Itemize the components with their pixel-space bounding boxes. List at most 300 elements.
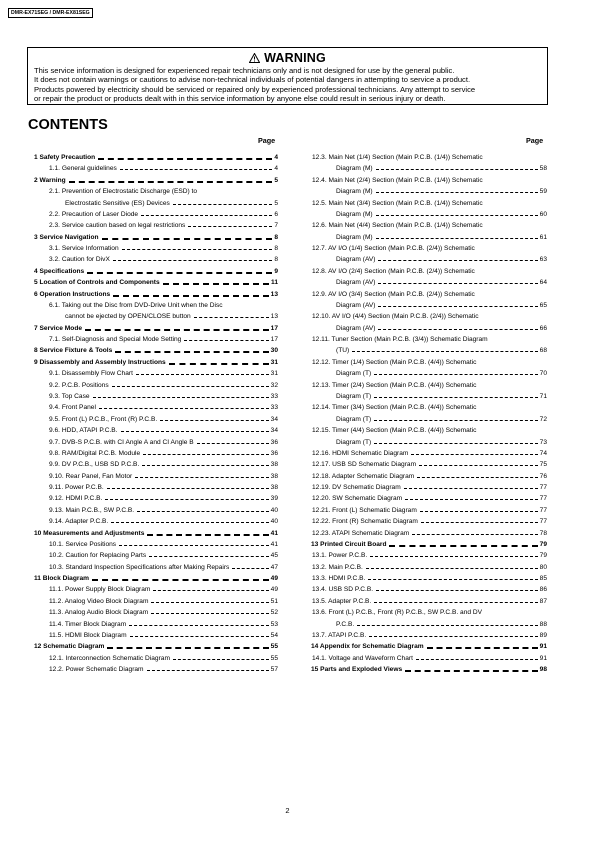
warning-line: It does not contain warnings or cautions to advise non-technical individuals of potential dangers in attempting to service a product. xyxy=(34,75,471,85)
toc-entry[interactable] xyxy=(34,516,278,527)
toc-entry[interactable] xyxy=(311,607,547,618)
toc-entry-page: 11 xyxy=(271,279,278,287)
right-page-header: Page xyxy=(526,136,544,145)
toc-entry[interactable] xyxy=(311,471,547,482)
toc-entry[interactable] xyxy=(34,220,278,231)
toc-entry[interactable] xyxy=(311,414,547,425)
toc-leader-dots xyxy=(107,647,269,649)
toc-entry-title: 9.3. Top Case xyxy=(49,392,90,400)
warning-triangle-icon xyxy=(249,53,260,63)
toc-leader-dots xyxy=(405,499,538,500)
toc-entry[interactable] xyxy=(34,607,278,618)
toc-leader-dots xyxy=(135,477,269,478)
toc-entry[interactable] xyxy=(311,357,547,368)
toc-leader-dots xyxy=(370,556,538,557)
toc-entry-page: 77 xyxy=(539,518,547,526)
toc-entry-page: 85 xyxy=(539,575,547,583)
toc-entry[interactable] xyxy=(311,459,547,470)
toc-entry-page: 52 xyxy=(270,609,278,617)
toc-entry[interactable] xyxy=(34,357,278,368)
toc-entry-title: cannot be ejected by OPEN/CLOSE button xyxy=(65,313,191,321)
toc-entry-title: Diagram (AV) xyxy=(336,324,376,332)
toc-entry[interactable] xyxy=(34,163,278,174)
toc-entry-title: 8 Service Fixture & Tools xyxy=(34,347,113,355)
toc-entry-title: 1.1. General guidelines xyxy=(49,165,117,173)
toc-entry-title: Diagram (M) xyxy=(336,165,373,173)
toc-leader-dots xyxy=(143,454,269,455)
toc-entry[interactable] xyxy=(311,448,547,459)
toc-entry-title: 9.11. Power P.C.B. xyxy=(49,484,104,492)
toc-entry-page: 13 xyxy=(270,313,278,321)
toc-leader-dots xyxy=(194,317,269,318)
toc-entry-title: 12.6. Main Net (4/4) Section (Main P.C.B. (1/4)) Schematic xyxy=(312,222,483,230)
toc-entry-title: 13.3. HDMI P.C.B. xyxy=(312,575,366,583)
toc-entry[interactable] xyxy=(311,289,547,300)
toc-entry-page: 58 xyxy=(539,165,547,173)
toc-entry-page: 51 xyxy=(270,597,278,605)
toc-leader-dots xyxy=(389,545,538,547)
toc-entry-page: 38 xyxy=(270,484,278,492)
toc-entry[interactable] xyxy=(34,380,278,391)
toc-entry-title: 12.15. Timer (4/4) Section (Main P.C.B. (4/4)) Schematic xyxy=(312,427,477,435)
toc-entry-title: 14 Appendix for Schematic Diagram xyxy=(311,643,424,651)
toc-entry[interactable] xyxy=(34,402,278,413)
toc-entry-page: 7 xyxy=(274,222,278,230)
toc-entry[interactable] xyxy=(34,550,278,561)
toc-entry-page: 33 xyxy=(270,392,278,400)
toc-entry-page: 38 xyxy=(270,472,278,480)
toc-entry-title: Diagram (M) xyxy=(336,233,373,241)
toc-entry-title: 12.16. HDMI Schematic Diagram xyxy=(312,449,409,457)
toc-entry[interactable] xyxy=(311,152,547,163)
toc-leader-dots xyxy=(420,511,538,512)
toc-entry[interactable] xyxy=(34,459,278,470)
toc-entry-title: 12.2. Power Schematic Diagram xyxy=(49,666,144,674)
toc-entry[interactable] xyxy=(311,619,547,630)
toc-entry-page: 55 xyxy=(270,654,278,662)
toc-leader-dots xyxy=(374,420,538,421)
toc-entry-title: 9.6. HDD, ATAPI P.C.B. xyxy=(49,427,118,435)
left-page-header: Page xyxy=(258,136,276,145)
toc-entry[interactable] xyxy=(34,493,278,504)
toc-entry[interactable] xyxy=(34,482,278,493)
toc-leader-dots xyxy=(130,636,269,637)
warning-line: Products powered by electricity should be serviced or repaired only by experienced professional technicians. Any attempt to service xyxy=(34,84,476,94)
toc-entry-title: Diagram (AV) xyxy=(336,301,376,309)
toc-entry[interactable] xyxy=(311,539,547,550)
toc-entry-page: 79 xyxy=(539,552,547,560)
toc-leader-dots xyxy=(111,522,269,523)
toc-entry-title: 9.12. HDMI P.C.B. xyxy=(49,495,103,503)
toc-entry-page: 5 xyxy=(274,176,278,184)
toc-entry-title: Diagram (T) xyxy=(336,438,372,446)
toc-entry-page: 64 xyxy=(539,279,547,287)
toc-entry[interactable] xyxy=(311,630,547,641)
toc-entry[interactable] xyxy=(311,277,547,288)
toc-leader-dots xyxy=(369,636,538,637)
toc-entry[interactable] xyxy=(34,630,278,641)
toc-entry-page: 77 xyxy=(539,506,547,514)
toc-entry-title: 13.6. Front (L) P.C.B., Front (R) P.C.B., SW P.C.B. and DV xyxy=(312,609,483,617)
toc-leader-dots xyxy=(151,602,269,603)
toc-entry-title: 7 Service Mode xyxy=(34,324,83,332)
toc-entry[interactable] xyxy=(34,562,278,573)
toc-leader-dots xyxy=(412,534,538,535)
toc-entry[interactable] xyxy=(311,573,547,584)
toc-entry-title: Diagram (M) xyxy=(336,210,373,218)
toc-entry-page: 88 xyxy=(539,620,547,628)
contents-title: CONTENTS xyxy=(28,117,108,133)
toc-leader-dots xyxy=(153,590,269,591)
toc-leader-dots xyxy=(173,204,272,205)
toc-entry[interactable] xyxy=(34,448,278,459)
toc-entry-page: 9 xyxy=(274,267,278,275)
toc-entry-page: 41 xyxy=(270,529,278,537)
toc-entry-title: 12.19. DV Schematic Diagram xyxy=(312,484,401,492)
toc-leader-dots xyxy=(112,386,269,387)
toc-entry-title: 12.21. Front (L) Schematic Diagram xyxy=(312,506,417,514)
toc-entry-title: 10 Measurements and Adjustments xyxy=(34,529,145,537)
toc-leader-dots xyxy=(411,454,538,455)
toc-entry[interactable] xyxy=(311,482,547,493)
toc-entry[interactable] xyxy=(311,209,547,220)
toc-leader-dots xyxy=(147,670,269,671)
toc-entry-page: 65 xyxy=(539,301,547,309)
toc-leader-dots xyxy=(416,659,538,660)
toc-leader-dots xyxy=(374,374,538,375)
toc-entry[interactable] xyxy=(34,254,278,265)
toc-entry-title: 9.9. DV P.C.B., USB SD P.C.B. xyxy=(49,461,140,469)
toc-entry-title: 13.5. Adapter P.C.B. xyxy=(312,597,372,605)
toc-leader-dots xyxy=(147,534,269,536)
toc-leader-dots xyxy=(160,420,269,421)
toc-entry-title: 1 Safety Precaution xyxy=(34,154,96,161)
toc-entry[interactable] xyxy=(311,345,547,356)
toc-entry-title: 14.1. Voltage and Waveform Chart xyxy=(312,654,413,662)
toc-leader-dots xyxy=(184,340,269,341)
toc-entry-page: 13 xyxy=(270,290,278,298)
toc-leader-dots xyxy=(169,363,269,365)
toc-leader-dots xyxy=(357,625,538,626)
toc-leader-dots xyxy=(378,329,538,330)
toc-entry-page: 57 xyxy=(270,666,278,674)
toc-entry-title: 13.4. USB SD P.C.B. xyxy=(312,586,374,594)
toc-entry[interactable] xyxy=(311,163,547,174)
toc-entry-title: 6 Operation Instructions xyxy=(34,290,111,298)
toc-entry[interactable] xyxy=(311,323,547,334)
toc-entry-title: 9.1. Disassembly Flow Chart xyxy=(49,370,133,378)
toc-leader-dots xyxy=(107,488,269,489)
toc-entry[interactable] xyxy=(34,641,278,652)
toc-entry-title: 12.23. ATAPI Schematic Diagram xyxy=(312,529,410,537)
toc-entry-title: 12.5. Main Net (3/4) Section (Main P.C.B. (1/4)) Schematic xyxy=(312,199,483,207)
toc-leader-dots xyxy=(404,488,538,489)
toc-entry-page: 79 xyxy=(539,540,547,548)
toc-entry-page: 30 xyxy=(270,347,278,355)
toc-entry[interactable] xyxy=(311,550,547,561)
toc-entry-title: 9.4. Front Panel xyxy=(49,404,96,412)
toc-entry[interactable] xyxy=(34,596,278,607)
toc-leader-dots xyxy=(137,511,269,512)
toc-entry[interactable] xyxy=(311,528,547,539)
toc-entry[interactable] xyxy=(34,414,278,425)
toc-entry-title: 12.18. Adapter Schematic Diagram xyxy=(312,472,415,480)
toc-entry-title: 9.7. DVB-S P.C.B. with CI Angle A and CI Angle B xyxy=(49,438,194,446)
toc-entry-page: 4 xyxy=(274,154,278,161)
toc-leader-dots xyxy=(98,158,272,160)
toc-leader-dots xyxy=(120,169,272,170)
toc-entry-title: Diagram (AV) xyxy=(336,256,376,264)
toc-entry[interactable] xyxy=(34,289,278,300)
toc-entry-title: 2.3. Service caution based on legal restrictions xyxy=(49,222,186,230)
toc-entry-title: 13.7. ATAPI P.C.B. xyxy=(312,631,367,639)
toc-entry[interactable] xyxy=(34,232,278,243)
model-label: DMR-EX71SEG / DMR-EX81SEG xyxy=(8,8,93,18)
toc-entry[interactable] xyxy=(311,175,547,186)
toc-entry-title: 12.13. Timer (2/4) Section (Main P.C.B. (4/4)) Schematic xyxy=(312,381,477,389)
toc-entry-page: 66 xyxy=(539,324,547,332)
toc-entry[interactable] xyxy=(34,471,278,482)
toc-leader-dots xyxy=(102,238,272,240)
toc-entry-title: (TU) xyxy=(336,347,350,355)
toc-entry[interactable] xyxy=(34,198,278,209)
toc-entry-title: 12.3. Main Net (1/4) Section (Main P.C.B. (1/4)) Schematic xyxy=(312,154,483,161)
toc-leader-dots xyxy=(427,647,538,649)
toc-entry[interactable] xyxy=(34,152,278,163)
toc-entry-page: 89 xyxy=(539,631,547,639)
toc-entry-page: 39 xyxy=(270,495,278,503)
toc-leader-dots xyxy=(188,226,272,227)
toc-entry-page: 34 xyxy=(270,415,278,423)
toc-entry-page: 87 xyxy=(539,597,547,605)
toc-entry-title: 13.2. Main P.C.B. xyxy=(312,563,363,571)
toc-entry[interactable] xyxy=(311,584,547,595)
toc-leader-dots xyxy=(376,590,538,591)
toc-entry[interactable] xyxy=(311,402,547,413)
toc-entry[interactable] xyxy=(311,391,547,402)
toc-entry[interactable] xyxy=(34,584,278,595)
toc-entry-title: 12.22. Front (R) Schematic Diagram xyxy=(312,518,418,526)
toc-entry[interactable] xyxy=(34,664,278,675)
toc-entry[interactable] xyxy=(311,380,547,391)
toc-entry-page: 63 xyxy=(539,256,547,264)
toc-leader-dots xyxy=(368,579,538,580)
toc-entry-title: 3.1. Service Information xyxy=(49,245,119,253)
toc-entry[interactable] xyxy=(311,266,547,277)
warning-line: or repair the product or products dealt with in this service information by anyone else could result in serious injury or death. xyxy=(34,93,446,103)
toc-entry[interactable] xyxy=(34,619,278,630)
toc-entry-page: 76 xyxy=(539,472,547,480)
toc-leader-dots xyxy=(405,670,538,672)
toc-entry[interactable] xyxy=(311,437,547,448)
toc-entry-title: 5 Location of Controls and Components xyxy=(34,279,160,287)
toc-leader-dots xyxy=(232,568,269,569)
toc-leader-dots xyxy=(374,397,538,398)
toc-entry-page: 49 xyxy=(270,586,278,594)
toc-entry[interactable] xyxy=(34,311,278,322)
toc-entry-page: 91 xyxy=(539,643,547,651)
toc-entry-page: 74 xyxy=(539,449,547,457)
toc-entry[interactable] xyxy=(34,368,278,379)
toc-leader-dots xyxy=(151,613,269,614)
toc-entry[interactable] xyxy=(311,254,547,265)
toc-entry-page: 61 xyxy=(539,233,547,241)
toc-leader-dots xyxy=(141,215,272,216)
toc-entry[interactable] xyxy=(311,334,547,345)
toc-entry[interactable] xyxy=(311,368,547,379)
toc-entry[interactable] xyxy=(311,220,547,231)
toc-entry-title: 9.10. Rear Panel, Fan Motor xyxy=(49,472,133,480)
toc-entry-title: 15 Parts and Exploded Views xyxy=(311,666,403,674)
toc-leader-dots xyxy=(376,238,538,239)
toc-entry-page: 47 xyxy=(270,563,278,571)
toc-leader-dots xyxy=(374,602,538,603)
toc-entry-title: P.C.B. xyxy=(336,620,355,628)
toc-entry-page: 8 xyxy=(274,245,278,253)
toc-entry-title: 12.7. AV I/O (1/4) Section (Main P.C.B. (2/4)) Schematic xyxy=(312,245,475,253)
toc-entry[interactable] xyxy=(34,391,278,402)
toc-entry-title: Diagram (M) xyxy=(336,188,373,196)
toc-leader-dots xyxy=(121,431,269,432)
toc-leader-dots xyxy=(129,625,269,626)
toc-leader-dots xyxy=(421,522,538,523)
toc-entry[interactable] xyxy=(311,232,547,243)
toc-leader-dots xyxy=(99,408,269,409)
toc-entry-page: 17 xyxy=(270,324,278,332)
toc-entry-page: 31 xyxy=(270,370,278,378)
toc-leader-dots xyxy=(378,260,538,261)
toc-entry[interactable] xyxy=(34,323,278,334)
toc-entry-page: 68 xyxy=(539,347,547,355)
toc-entry-title: 12.12. Timer (1/4) Section (Main P.C.B. (4/4)) Schematic xyxy=(312,358,477,366)
toc-entry-page: 98 xyxy=(539,666,547,674)
toc-entry[interactable] xyxy=(311,505,547,516)
toc-entry-title: 10.1. Service Positions xyxy=(49,540,117,548)
toc-entry-page: 36 xyxy=(270,449,278,457)
toc-entry-page: 17 xyxy=(270,336,278,344)
toc-entry-page: 34 xyxy=(270,427,278,435)
toc-entry[interactable] xyxy=(34,505,278,516)
toc-entry-title: 6.1. Taking out the Disc from DVD-Drive Unit when the Disc xyxy=(49,301,223,309)
toc-entry-page: 49 xyxy=(270,575,278,583)
toc-entry[interactable] xyxy=(34,243,278,254)
toc-entry[interactable] xyxy=(34,300,278,311)
toc-entry[interactable] xyxy=(34,175,278,186)
toc-entry-title: 12.4. Main Net (2/4) Section (Main P.C.B. (1/4)) Schematic xyxy=(312,176,483,184)
toc-entry-page: 72 xyxy=(539,415,547,423)
toc-entry-title: 2.1. Prevention of Electrostatic Discharge (ESD) to xyxy=(49,188,198,196)
toc-leader-dots xyxy=(69,181,272,183)
toc-entry-title: 12.10. AV I/O (4/4) Section (Main P.C.B. (2/4)) Schematic xyxy=(312,313,479,321)
toc-leader-dots xyxy=(376,169,538,170)
toc-entry-title: 2.2. Precaution of Laser Diode xyxy=(49,210,139,218)
toc-entry-title: 12.17. USB SD Schematic Diagram xyxy=(312,461,417,469)
toc-entry[interactable] xyxy=(34,539,278,550)
toc-entry[interactable] xyxy=(311,243,547,254)
toc-entry-title: Diagram (T) xyxy=(336,415,372,423)
toc-entry[interactable] xyxy=(311,198,547,209)
toc-entry[interactable] xyxy=(34,266,278,277)
toc-entry-page: 31 xyxy=(270,358,278,366)
toc-entry-page: 55 xyxy=(270,643,278,651)
toc-leader-dots xyxy=(173,659,269,660)
toc-entry[interactable] xyxy=(34,528,278,539)
toc-entry[interactable] xyxy=(311,311,547,322)
toc-entry-title: 9.5. Front (L) P.C.B., Front (R) P.C.B. xyxy=(49,415,158,423)
warning-heading xyxy=(28,51,547,65)
toc-leader-dots xyxy=(113,260,272,261)
toc-entry-title: 12.20. SW Schematic Diagram xyxy=(312,495,403,503)
toc-leader-dots xyxy=(376,215,538,216)
toc-entry[interactable] xyxy=(34,277,278,288)
toc-entry[interactable] xyxy=(34,437,278,448)
toc-entry[interactable] xyxy=(311,653,547,664)
toc-leader-dots xyxy=(366,568,538,569)
toc-entry[interactable] xyxy=(34,653,278,664)
toc-entry[interactable] xyxy=(34,186,278,197)
toc-entry-title: 12 Schematic Diagram xyxy=(34,643,105,651)
toc-entry-title: 13 Printed Circuit Board xyxy=(311,540,387,548)
toc-entry-title: 12.11. Tuner Section (Main P.C.B. (3/4)) Schematic Diagram xyxy=(312,336,488,344)
toc-entry[interactable] xyxy=(34,345,278,356)
toc-entry-page: 40 xyxy=(270,506,278,514)
toc-entry-title: 11.3. Analog Audio Block Diagram xyxy=(49,609,149,617)
toc-entry[interactable] xyxy=(311,641,547,652)
toc-entry-page: 60 xyxy=(539,210,547,218)
toc-entry-title: 11.4. Timer Block Diagram xyxy=(49,620,127,628)
toc-entry[interactable] xyxy=(311,664,547,675)
toc-entry[interactable] xyxy=(34,425,278,436)
toc-entry-title: 3.2. Caution for DivX xyxy=(49,256,110,264)
toc-entry[interactable] xyxy=(311,425,547,436)
toc-entry-title: 9.8. RAM/Digital P.C.B. Module xyxy=(49,449,141,457)
toc-entry-title: Diagram (T) xyxy=(336,370,372,378)
toc-leader-dots xyxy=(93,397,269,398)
toc-entry[interactable] xyxy=(311,493,547,504)
toc-entry-title: 10.3. Standard Inspection Specifications after Making Repairs xyxy=(49,563,230,571)
toc-entry-title: 9.13. Main P.C.B., SW P.C.B. xyxy=(49,506,135,514)
toc-leader-dots xyxy=(376,192,538,193)
toc-entry-title: 10.2. Caution for Replacing Parts xyxy=(49,552,147,560)
toc-entry[interactable] xyxy=(311,562,547,573)
toc-entry-title: 9 Disassembly and Assembly Instructions xyxy=(34,358,166,366)
toc-entry-title: 12.14. Timer (3/4) Section (Main P.C.B. (4/4)) Schematic xyxy=(312,404,477,412)
toc-entry-title: 3 Service Navigation xyxy=(34,233,99,241)
toc-entry[interactable] xyxy=(34,209,278,220)
toc-entry[interactable] xyxy=(311,186,547,197)
toc-entry-title: 11.5. HDMI Block Diagram xyxy=(49,631,127,639)
toc-leader-dots xyxy=(163,283,269,285)
toc-entry-page: 71 xyxy=(539,392,547,400)
toc-entry[interactable] xyxy=(311,516,547,527)
toc-entry-page: 6 xyxy=(274,210,278,218)
toc-entry[interactable] xyxy=(34,334,278,345)
toc-leader-dots xyxy=(419,465,538,466)
toc-leader-dots xyxy=(92,579,269,581)
toc-leader-dots xyxy=(378,306,538,307)
toc-entry[interactable] xyxy=(34,573,278,584)
toc-leader-dots xyxy=(142,465,269,466)
toc-entry[interactable] xyxy=(311,596,547,607)
toc-leader-dots xyxy=(87,272,272,274)
toc-entry-title: 9.14. Adapter P.C.B. xyxy=(49,518,109,526)
warning-title: WARNING xyxy=(264,51,326,65)
toc-entry-title: Electrostatic Sensitive (ES) Devices xyxy=(65,199,170,207)
toc-entry-title: Diagram (T) xyxy=(336,392,372,400)
toc-entry[interactable] xyxy=(311,300,547,311)
toc-entry-page: 5 xyxy=(274,199,278,207)
toc-leader-dots xyxy=(136,374,269,375)
